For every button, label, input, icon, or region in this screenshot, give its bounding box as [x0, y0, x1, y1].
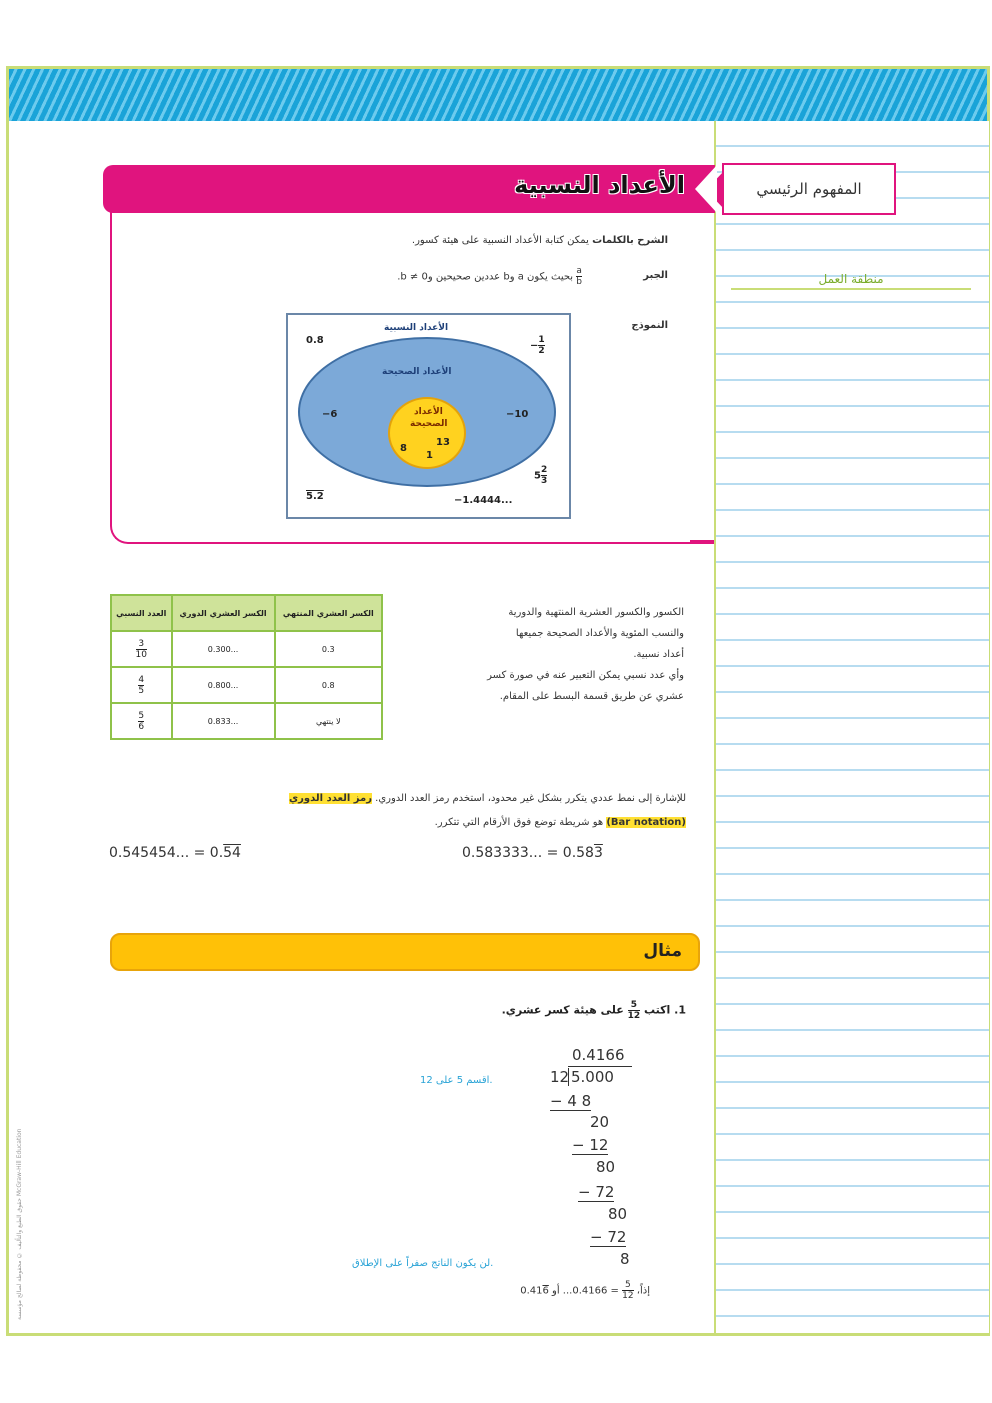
words-label: الشرح بالكلمات: [592, 235, 668, 246]
table-cell-repeating: 0.300...: [172, 631, 275, 667]
rational-numbers-label: الأعداد النسبية: [384, 323, 449, 333]
venn-value-13: 13: [436, 437, 450, 448]
venn-value-neg-10: −10: [506, 409, 529, 420]
division-step: − 12: [572, 1136, 609, 1154]
rational-paragraph: [420, 602, 684, 707]
venn-value-neg-6: −6: [322, 409, 338, 420]
table-cell-fraction: $\frac{4}{5}$: [111, 667, 172, 703]
five-twelfths-fraction: $\frac{5}{12}$: [627, 1000, 641, 1021]
quotient: 0.4166: [572, 1046, 625, 1064]
example-header: مثال: [643, 941, 682, 961]
division-step: 80: [608, 1205, 628, 1223]
table-header-repeating: الكسر العشري الدوري: [172, 595, 275, 631]
division-step: − 72: [590, 1228, 627, 1246]
example-number: 1.: [674, 1003, 686, 1017]
decimals-table: [110, 594, 383, 740]
table-cell-terminating: 0.8: [275, 667, 382, 703]
table-cell-fraction: $\frac{3}{10}$: [111, 631, 172, 667]
whole-numbers-label-1: الأعداد: [414, 407, 443, 417]
paragraph-line: عشري عن طريق قسمة البسط على المقام.: [499, 691, 684, 702]
note-divide: اقسم 5 على 12.: [420, 1075, 493, 1086]
table-cell-terminating: 0.3: [275, 631, 382, 667]
equation-right: 0.583333... = 0.583: [462, 845, 603, 861]
division-step: 20: [590, 1113, 610, 1131]
table-header-row: [111, 595, 382, 631]
table-cell-repeating: 0.800...: [172, 667, 275, 703]
concept-box-end-mark: [690, 540, 714, 544]
paragraph-line: أعداد نسبية.: [633, 649, 684, 660]
example-header-bar: [110, 933, 700, 971]
equation-left: 0.545454... = 0.54: [109, 845, 241, 861]
venn-value-8: 8: [400, 443, 407, 454]
algebra-label: الجبر: [643, 270, 668, 281]
top-decorative-band: [9, 69, 987, 121]
bar-notation-term-en: (Bar notation): [606, 817, 686, 828]
venn-value-neg-1-4444: −1.4444...: [454, 495, 513, 506]
venn-value-0-8: 0.8: [306, 335, 324, 346]
venn-value-mixed: 5 $\frac{2}{3}$: [534, 465, 548, 486]
words-text: يمكن كتابة الأعداد النسبية على هيئة كسور.: [411, 235, 589, 246]
model-label: النموذج: [631, 320, 668, 331]
division-step: 8: [620, 1250, 630, 1268]
table-header-terminating: الكسر العشري المنتهي: [275, 595, 382, 631]
table-cell-fraction: $\frac{5}{6}$: [111, 703, 172, 739]
paragraph-line: والنسب المئوية والأعداد الصحيحة جميعها: [515, 628, 684, 639]
algebra-text: بحيث يكون a وb عددين صحيحين وb ≠ 0.: [397, 271, 574, 283]
example-conclusion: إذاً، $\frac{5}{12}$ = 0.4166... أو 0.416: [520, 1280, 650, 1301]
table-row: [111, 667, 382, 703]
table-header-rational: العدد النسبي: [111, 595, 172, 631]
paragraph-line: وأي عدد نسبي يمكن التعبير عنه في صورة كسر: [487, 670, 684, 681]
paragraph-line: الكسور والكسور العشرية المنتهية والدورية: [508, 607, 684, 618]
whole-numbers-label-2: الصحيحة: [410, 419, 448, 429]
lesson-title: الأعداد النسبية: [514, 171, 685, 199]
bar-notation-line-1: للإشارة إلى نمط عددي يتكرر بشكل غير محدود، استخدم رمز العدد الدوري. رمز العدد الدوري: [288, 793, 686, 804]
copyright-credit: حقوق الطبع والتأليف © محفوظة لصالح مؤسسة McGraw-Hill Education: [16, 1128, 23, 1320]
table-row: [111, 631, 382, 667]
algebra-row: [320, 266, 582, 287]
division-step: − 72: [578, 1183, 615, 1201]
bar-notation-paragraph: [150, 787, 686, 835]
divisor: 12: [550, 1068, 570, 1086]
division-step: − 4 8: [550, 1092, 592, 1110]
notes-column: [714, 121, 989, 1333]
words-row: [330, 235, 668, 246]
lesson-title-bar: [103, 165, 715, 213]
table-row: [111, 703, 382, 739]
bar-notation-line-2: (Bar notation) هو شريطة توضع فوق الأرقام التي تتكرر.: [434, 817, 686, 828]
work-area-label: منطقة العمل: [731, 272, 971, 290]
dividend: 5.000: [568, 1068, 614, 1086]
venn-value-1: 1: [426, 450, 433, 461]
note-remainder: لن يكون الناتج صفراً على الإطلاق.: [352, 1258, 494, 1269]
venn-value-neg-half: − $\frac{1}{2}$: [530, 335, 545, 356]
division-bar: [568, 1066, 632, 1067]
a-over-b-fraction: $\frac{a}{b}$: [576, 266, 582, 287]
key-concept-tab: المفهوم الرئيسي: [722, 163, 896, 215]
bar-notation-term: رمز العدد الدوري: [288, 793, 372, 804]
example-prompt: 1. اكتب $\frac{5}{12}$ على هيئة كسر عشري.: [501, 1000, 686, 1021]
title-arrow: [695, 165, 717, 213]
rational-numbers-venn-diagram: [286, 313, 571, 519]
venn-value-5-2: 5.2: [306, 491, 324, 502]
division-step: 80: [596, 1158, 616, 1176]
table-cell-repeating: 0.833...: [172, 703, 275, 739]
integers-label: الأعداد الصحيحة: [382, 367, 452, 377]
table-cell-terminating: لا ينتهي: [275, 703, 382, 739]
